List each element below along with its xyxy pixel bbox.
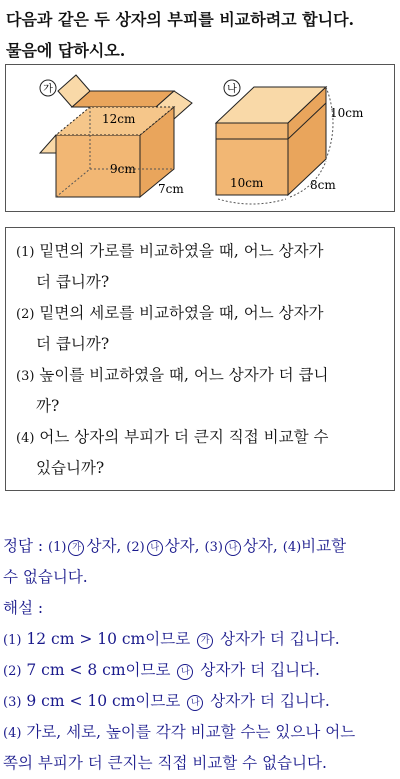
explanation-num: (3) bbox=[3, 695, 22, 710]
explanation-tail: 상자가 더 깁니다. bbox=[210, 692, 330, 710]
intro-line-2: 물음에 답하시오. bbox=[6, 41, 126, 60]
explanation-num: (2) bbox=[3, 664, 22, 679]
box-b-width-label: 8cm bbox=[310, 178, 336, 192]
answer-num: (3) bbox=[204, 540, 223, 555]
question-number: (1) bbox=[16, 245, 35, 260]
question-1-cont: 더 큽니까? bbox=[36, 273, 110, 291]
question-3 bbox=[16, 360, 388, 392]
box-b-marker: 나 bbox=[227, 84, 237, 95]
circled-marker: 나 bbox=[225, 540, 241, 556]
explanation-text: 12 cm > 10 cm이므로 bbox=[26, 630, 191, 648]
box-a bbox=[40, 75, 192, 197]
box-a-marker: 가 bbox=[43, 84, 53, 95]
question-text: 밑면의 세로를 비교하였을 때, 어느 상자가 bbox=[39, 304, 324, 322]
answer-num: (1) bbox=[48, 540, 67, 555]
answer-part: 상자, bbox=[242, 537, 278, 555]
answer-label: 정답 : bbox=[3, 537, 44, 555]
box-a-width-label: 7cm bbox=[158, 182, 184, 196]
questions-box bbox=[5, 227, 395, 491]
box-b-height-label: 10cm bbox=[330, 106, 364, 120]
box-a-length-label: 12cm bbox=[102, 112, 136, 126]
answer-line bbox=[3, 531, 346, 563]
explanation-text: 가로, 세로, 높이를 각각 비교할 수는 있으나 어느 bbox=[26, 723, 356, 741]
explanation-3 bbox=[3, 686, 330, 718]
box-b bbox=[216, 80, 364, 204]
explanation-num: (4) bbox=[3, 726, 22, 741]
answer-part: 상자, bbox=[86, 537, 122, 555]
box-b-length-label: 10cm bbox=[230, 176, 264, 190]
question-2 bbox=[16, 298, 388, 330]
question-text: 밑면의 가로를 비교하였을 때, 어느 상자가 bbox=[39, 242, 324, 260]
question-text: 어느 상자의 부피가 더 큰지 직접 비교할 수 bbox=[39, 428, 329, 446]
question-number: (4) bbox=[16, 431, 35, 446]
question-1 bbox=[16, 236, 388, 268]
answer-continuation: 수 없습니다. bbox=[3, 568, 88, 586]
explanation-1 bbox=[3, 624, 340, 656]
explanation-text: 7 cm < 8 cm이므로 bbox=[26, 661, 171, 679]
question-number: (3) bbox=[16, 369, 35, 384]
answer-part: 비교할 bbox=[301, 537, 347, 555]
boxes-figure bbox=[6, 65, 396, 213]
explanation-2 bbox=[3, 655, 320, 687]
question-4-cont: 있습니까? bbox=[36, 459, 105, 477]
circled-marker: 나 bbox=[187, 695, 203, 711]
circled-marker: 가 bbox=[197, 633, 213, 649]
explanation-last-line: 쪽의 부피가 더 큰지는 직접 비교할 수 없습니다. bbox=[3, 754, 327, 772]
explanation-tail: 상자가 더 깁니다. bbox=[220, 630, 340, 648]
figure-box bbox=[5, 64, 395, 212]
question-text: 높이를 비교하였을 때, 어느 상자가 더 큽니 bbox=[39, 366, 329, 384]
answer-num: (4) bbox=[282, 540, 302, 555]
box-a-height-label: 9cm bbox=[110, 162, 136, 176]
circled-marker: 나 bbox=[177, 664, 193, 680]
question-3-cont: 까? bbox=[36, 397, 60, 415]
explanation-tail: 상자가 더 깁니다. bbox=[200, 661, 320, 679]
explanation-4 bbox=[3, 717, 355, 749]
answer-part: 상자, bbox=[164, 537, 200, 555]
explanation-text: 9 cm < 10 cm이므로 bbox=[26, 692, 181, 710]
problem-intro bbox=[6, 4, 398, 66]
intro-line-1: 다음과 같은 두 상자의 부피를 비교하려고 합니다. bbox=[6, 10, 355, 29]
question-number: (2) bbox=[16, 307, 35, 322]
answer-num: (2) bbox=[126, 540, 145, 555]
circled-marker: 나 bbox=[147, 540, 163, 556]
explanation-num: (1) bbox=[3, 633, 22, 648]
question-4 bbox=[16, 422, 388, 454]
circled-marker: 가 bbox=[68, 540, 84, 556]
explanation-label: 해설 : bbox=[3, 599, 44, 617]
question-2-cont: 더 큽니까? bbox=[36, 335, 110, 353]
